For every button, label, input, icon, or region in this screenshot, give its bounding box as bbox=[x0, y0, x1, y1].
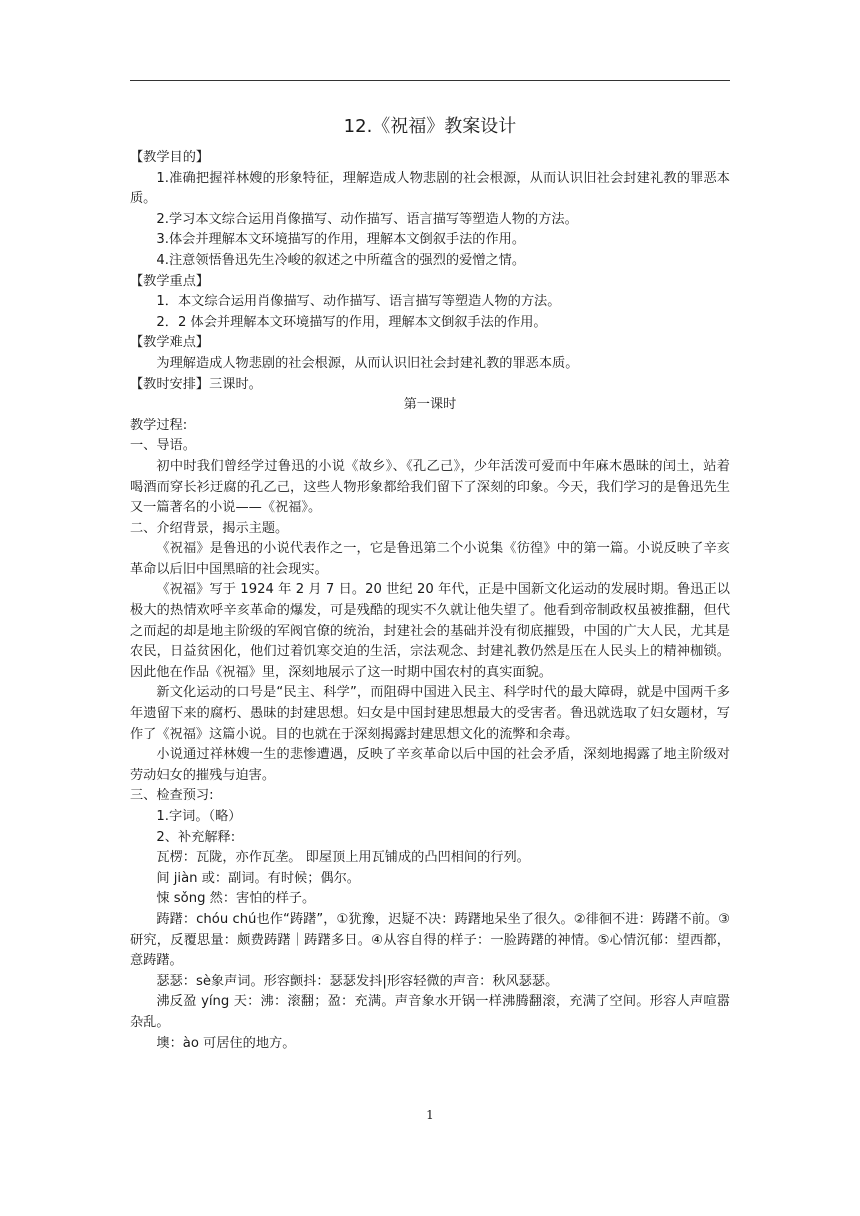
page-number: 1 bbox=[426, 1108, 434, 1122]
paragraph: 悚 sǒng 然：害怕的样子。 bbox=[156, 891, 316, 907]
paragraph: 2、补充解释: bbox=[156, 829, 236, 845]
paragraph: 瑟瑟：sè象声词。形容颤抖：瑟瑟发抖|形容轻微的声音：秋风瑟瑟。 bbox=[156, 973, 559, 989]
paragraph: 【教学目的】 bbox=[130, 150, 210, 165]
paragraph: 第一课时 bbox=[403, 397, 457, 413]
paragraph: 新文化运动的口号是“民主、科学”，而阻碍中国进入民主、科学时代的最大障碍，就是中国两千多年遗留下来的腐朽、愚昧的封建思想。妇女是中国封建思想最大的受害者。鲁迅就选取了妇女题材，写作了《祝福》这篇小说。目的也就在于深刻揭露封建思想文化的流弊和余毒。 bbox=[130, 685, 730, 742]
paragraph: 三、检查预习: bbox=[130, 788, 214, 804]
paragraph: 为理解造成人物悲剧的社会根源，从而认识旧社会封建礼教的罪恶本质。 bbox=[156, 355, 579, 371]
paragraph: 间 jiàn 或：副词。有时候；偶尔。 bbox=[156, 870, 360, 886]
paragraph: 1．本文综合运用肖像描写、动作描写、语言描写等塑造人物的方法。 bbox=[156, 294, 561, 310]
paragraph: 2．2 体会并理解本文环境描写的作用，理解本文倒叙手法的作用。 bbox=[156, 314, 547, 330]
paragraph: 1.字词。（略） bbox=[156, 809, 242, 824]
paragraph: 一、导语。 bbox=[130, 438, 196, 454]
paragraph: 【教学难点】 bbox=[130, 335, 210, 351]
paragraph: 《祝福》是鲁迅的小说代表作之一，它是鲁迅第二个小说集《彷徨》中的第一篇。小说反映了辛亥革命以后旧中国黑暗的社会现实。 bbox=[130, 541, 730, 577]
paragraph: 【教学重点】 bbox=[130, 273, 210, 289]
paragraph: 踌躇：chóu chú也作“踌躇”，①犹豫，迟疑不决：踌躇地呆坐了很久。②徘徊不进：踌躇不前。③研究，反覆思量：颇费踌躇｜踌躇多日。④从容自得的样子：一脸踌躇的神情。⑤心情沉郁：望西都，意踌躇。 bbox=[130, 911, 730, 969]
paragraph: 瓦楞：瓦陇，亦作瓦垄。 即屋顶上用瓦铺成的凸凹相间的行列。 bbox=[156, 850, 530, 866]
paragraph: 2.学习本文综合运用肖像描写、动作描写、语言描写等塑造人物的方法。 bbox=[156, 211, 578, 227]
paragraph: 3.体会并理解本文环境描写的作用，理解本文倒叙手法的作用。 bbox=[156, 232, 526, 248]
paragraph: 4.注意领悟鲁迅先生冷峻的叙述之中所蕴含的强烈的爱憎之情。 bbox=[156, 252, 526, 268]
page-title: 12.《祝福》教案设计 bbox=[343, 116, 517, 137]
paragraph: 小说通过祥林嫂一生的悲惨遭遇，反映了辛亥革命以后中国的社会矛盾，深刻地揭露了地主阶级对劳动妇女的摧残与迫害。 bbox=[130, 747, 730, 783]
header-rule bbox=[130, 80, 730, 81]
paragraph: 沸反盈 yíng 天：沸：滚翻；盈：充满。声音象水开锅一样沸腾翻滚，充满了空间。形容人声喧嚣杂乱。 bbox=[130, 994, 730, 1030]
paragraph: 教学过程: bbox=[130, 417, 188, 433]
document-body bbox=[130, 148, 730, 1054]
paragraph: 《祝福》写于 1924 年 2 月 7 日。20 世纪 20 年代，正是中国新文化运动的发展时期。鲁迅正以极大的热情欢呼辛亥革命的爆发，可是残酷的现实不久就让他失望了。他看到帝制政权虽被推翻，但代之而起的却是地主阶级的军阀官僚的统治，封建社会的基础并没有彻底摧毁，中国的广大人民，尤其是农民，日益贫困化，他们过着饥寒交迫的生活，宗法观念、封建礼教仍然是压在人民头上的精神枷锁。因此他在作品《祝福》里，深刻地展示了这一时期中国农村的真实面貌。 bbox=[130, 582, 730, 680]
paragraph: 1.准确把握祥林嫂的形象特征，理解造成人物悲剧的社会根源，从而认识旧社会封建礼教的罪恶本质。 bbox=[130, 170, 730, 207]
paragraph: 初中时我们曾经学过鲁迅的小说《故乡》、《孔乙己》，少年活泼可爱而中年麻木愚昧的闰土，站着喝酒而穿长衫迂腐的孔乙己，这些人物形象都给我们留下了深刻的印象。今天，我们学习的是鲁迅先生又一篇著名的小说——《祝福》。 bbox=[130, 458, 730, 516]
paragraph: 二、介绍背景，揭示主题。 bbox=[130, 520, 289, 536]
paragraph: 【教时安排】三课时。 bbox=[130, 376, 262, 392]
paragraph: 墺：ào 可居住的地方。 bbox=[156, 1035, 296, 1051]
